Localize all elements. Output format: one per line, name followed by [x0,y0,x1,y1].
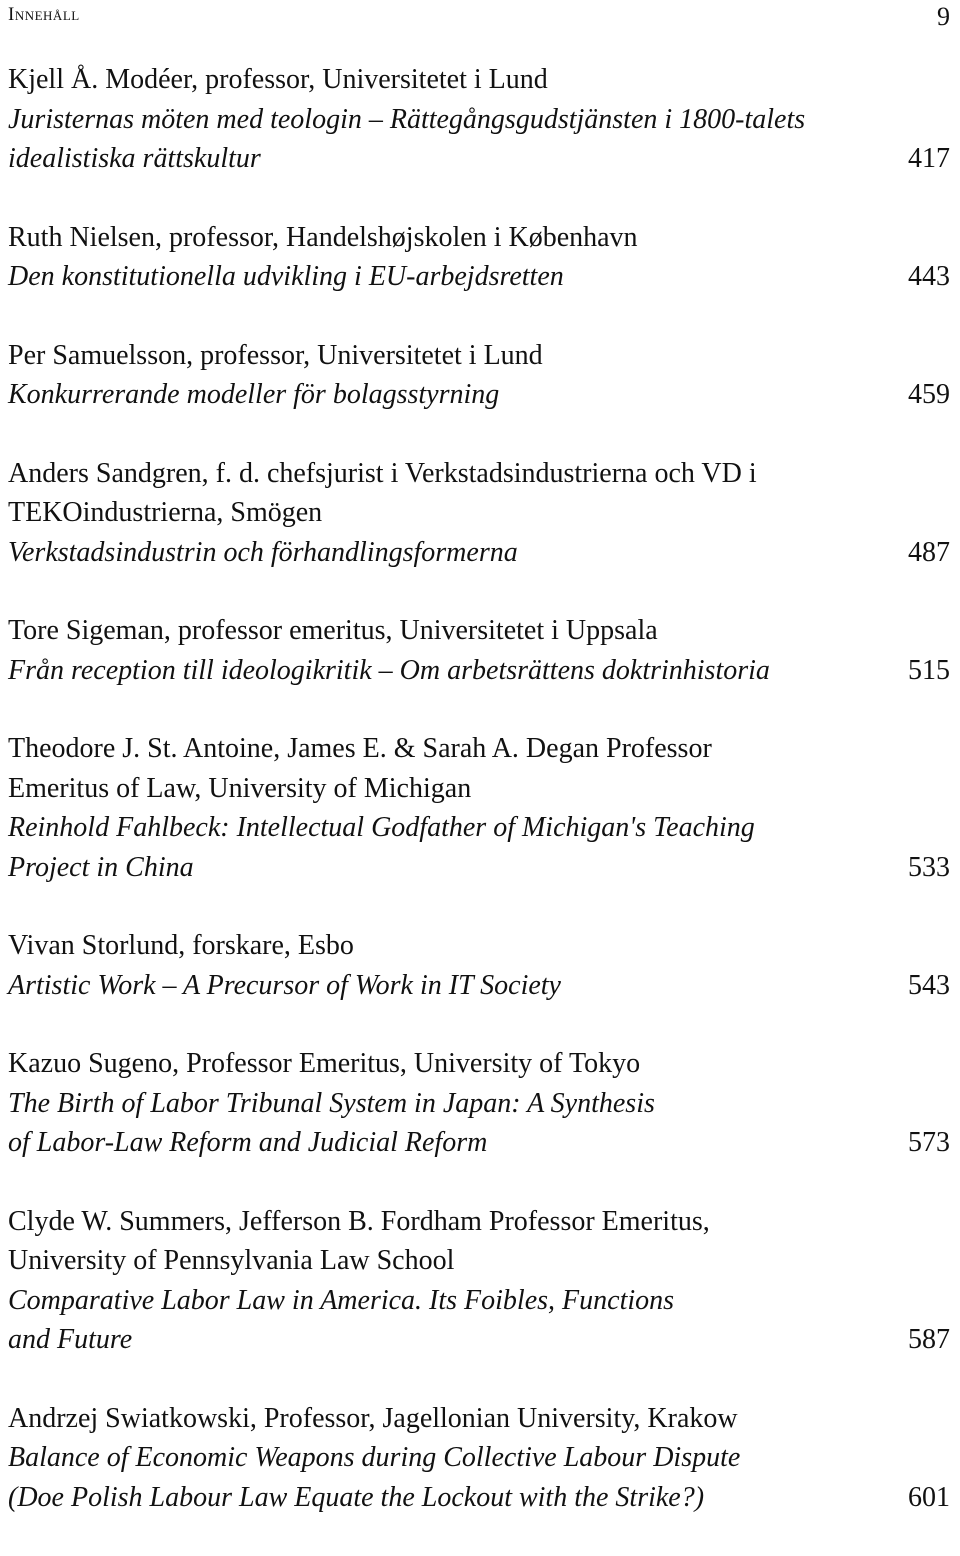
entry-author-line: Tore Sigeman, professor emeritus, Universitetet i Uppsala [8,615,658,646]
toc-entry [8,1399,950,1518]
entry-author-line: Kazuo Sugeno, Professor Emeritus, University of Tokyo [8,1048,641,1079]
entry-title-line: Från reception till ideologikritik – Om arbetsrättens doktrinhistoria [8,654,770,686]
entry-page-number: 543 [908,969,950,1001]
toc-entry [8,454,950,573]
entry-page-number: 443 [908,261,950,292]
toc-entry [8,611,950,690]
entry-title-line: Comparative Labor Law in America. Its Foibles, Functions [8,1284,675,1316]
running-header [8,2,950,32]
entry-author-line: Kjell Å. Modéer, professor, Universitetet i Lund [8,64,548,95]
entry-page-number: 533 [908,851,950,883]
entry-page-number: 601 [908,1481,950,1513]
toc-entry [8,60,950,179]
entry-author-line: Theodore J. St. Antoine, James E. & Sarah A. Degan Professor [8,733,712,764]
toc-entry [8,729,950,887]
entry-author-line: University of Pennsylvania Law School [8,1245,455,1276]
entry-title-line: Artistic Work – A Precursor of Work in IT Society [8,969,561,1001]
entry-author-line: Andrzej Swiatkowski, Professor, Jagellonian University, Krakow [8,1402,738,1434]
entry-title-line: Reinhold Fahlbeck: Intellectual Godfather of Michigan's Teaching [8,812,755,843]
entry-title-line: Konkurrerande modeller för bolagsstyrning [8,379,500,410]
entry-title-line: of Labor-Law Reform and Judicial Reform [8,1127,488,1158]
entry-title-line: Juristernas möten med teologin – Rättegångsgudstjänsten i 1800-talets [8,103,806,135]
entry-page-number: 417 [908,143,950,174]
section-title: Innehåll [8,4,80,25]
page-number: 9 [937,2,950,31]
entry-author-line: Vivan Storlund, forskare, Esbo [8,930,354,961]
toc-entry [8,1202,950,1360]
entry-author-line: Per Samuelsson, professor, Universitetet i Lund [8,339,543,371]
entry-title-line: The Birth of Labor Tribunal System in Japan: A Synthesis [8,1087,655,1119]
entry-title-line: and Future [8,1324,133,1355]
entry-page-number: 487 [908,536,950,568]
toc-entry [8,218,950,297]
entry-title-line: (Doe Polish Labour Law Equate the Lockout with the Strike?) [8,1481,705,1513]
toc-list [8,60,950,1556]
toc-entry [8,926,950,1005]
entry-page-number: 573 [908,1127,950,1158]
entry-author-line: TEKOindustrierna, Smögen [8,497,323,528]
entry-page-number: 587 [908,1324,950,1355]
entry-title-line: Project in China [8,851,194,883]
entry-author-line: Ruth Nielsen, professor, Handelshøjskolen i København [8,221,638,253]
entry-author-line: Anders Sandgren, f. d. chefsjurist i Verkstadsindustrierna och VD i [8,457,757,489]
entry-page-number: 459 [908,379,950,410]
entry-page-number: 515 [908,654,950,686]
entry-title-line: Den konstitutionella udvikling i EU-arbejdsretten [8,261,564,292]
toc-entry [8,336,950,415]
toc-entry [8,1044,950,1163]
entry-author-line: Emeritus of Law, University of Michigan [8,772,472,804]
entry-title-line: Balance of Economic Weapons during Collective Labour Dispute [8,1442,741,1473]
entry-title-line: idealistiska rättskultur [8,143,261,174]
entry-title-line: Verkstadsindustrin och förhandlingsformerna [8,536,518,568]
entry-author-line: Clyde W. Summers, Jefferson B. Fordham Professor Emeritus, [8,1205,710,1237]
